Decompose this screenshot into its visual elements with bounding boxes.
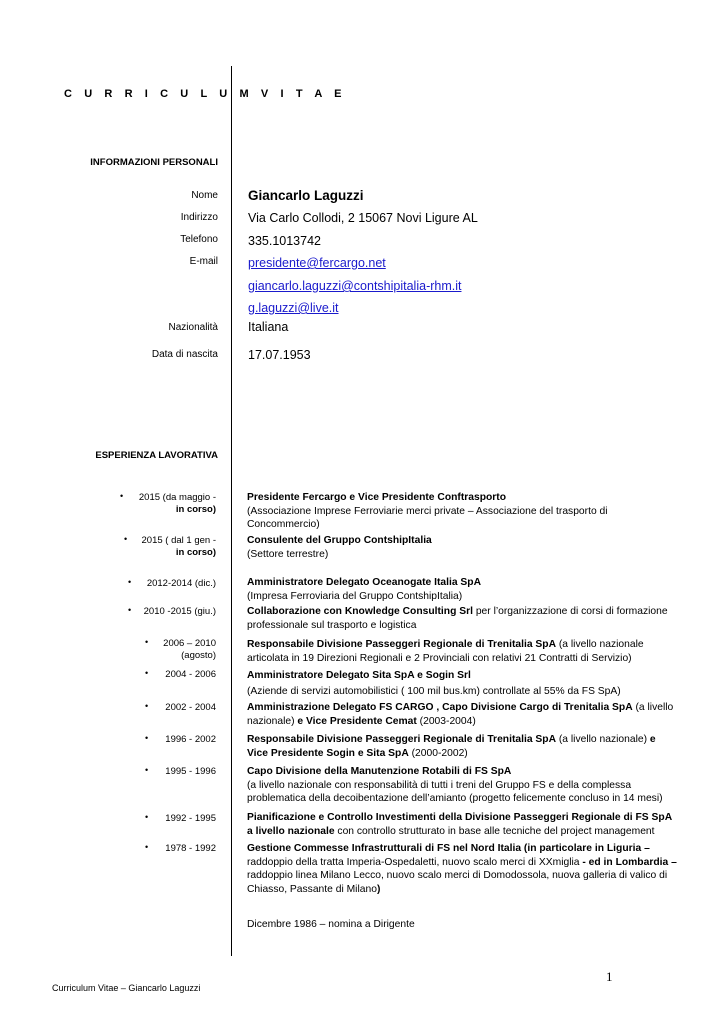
address-label: Indirizzo (180, 212, 218, 223)
bullet: • (145, 842, 149, 852)
experience-date: 2012-2014 (dic.) (146, 578, 216, 589)
experience-date: 1996 - 2002 (165, 734, 216, 745)
experience-entry: Amministrazione Delegato FS CARGO , Capo Divisione Cargo di Trenitalia SpA (a livello nazionale) e Vice Presidente Cemat (2003-2004) (247, 702, 674, 727)
name-label: Nome (191, 190, 218, 201)
bullet: • (128, 577, 132, 587)
nationality-label: Nazionalità (168, 322, 218, 333)
page-number: 1 (606, 969, 613, 984)
experience-entry: Responsabile Divisione Passeggeri Regionale di Trenitalia SpA (a livello nazionale articolata in 19 Direzioni Regionali e 2 Provinciali con relativi 21 Contratti di Servizio) (247, 639, 644, 664)
bullet: • (128, 605, 132, 615)
career-note: Dicembre 1986 – nomina a Dirigente (247, 919, 415, 930)
nationality-value: Italiana (248, 320, 289, 334)
address-value: Via Carlo Collodi, 2 15067 Novi Ligure AL (248, 211, 478, 225)
bullet: • (145, 668, 149, 678)
email-link[interactable]: giancarlo.laguzzi@contshipitalia-rhm.it (248, 279, 462, 293)
bullet: • (124, 534, 128, 544)
phone-value: 335.1013742 (248, 234, 321, 248)
experience-date: 2015 ( dal 1 gen - in corso) (141, 535, 216, 558)
birth-label: Data di nascita (151, 349, 218, 360)
column-divider (231, 66, 232, 956)
experience-entry: Pianificazione e Controllo Investimenti della Divisione Passeggeri Regionale di FS SpA a livello nazionale con controllo strutturato in base alle tecniche del project management (247, 812, 672, 837)
document-title: C U R R I C U L U M V I T A E (64, 88, 347, 100)
experience-entry: Collaborazione con Knowledge Consulting Srl per l’organizzazione di corsi di formazione professionale sul trasporto e logistica (247, 606, 668, 631)
bullet: • (120, 491, 124, 501)
email-label: E-mail (189, 256, 218, 267)
birth-value: 17.07.1953 (248, 348, 311, 362)
experience-entry: Amministratore Delegato Oceanogate Italia SpA (Impresa Ferroviaria del Gruppo ContshipItalia) (247, 577, 482, 602)
bullet: • (145, 765, 149, 775)
experience-entry: Presidente Fercargo e Vice Presidente Conftrasporto (Associazione Imprese Ferroviarie merci private – Associazione del trasporto di Concommercio) (247, 492, 608, 530)
experience-entry: Gestione Commesse Infrastrutturali di FS nel Nord Italia (in particolare in Liguria – raddoppio della tratta Imperia-Ospedaletti, nuovo scalo merci di XXmiglia - ed in Lombardia – raddoppio linea Milano Lecco, nuovo scalo merci di Domodossola, nuova galleria di valico di Chiasso, Passante di Milano) (247, 843, 677, 895)
experience-entry: Consulente del Gruppo ContshipItalia (Settore terrestre) (247, 535, 432, 560)
personal-info-heading: INFORMAZIONI PERSONALI (90, 157, 218, 168)
experience-date: 2004 - 2006 (165, 669, 216, 680)
experience-entry: Responsabile Divisione Passeggeri Regionale di Trenitalia SpA (a livello nazionale) e Vice Presidente Sogin e Sita SpA (2000-2002) (247, 734, 656, 759)
name-value: Giancarlo Laguzzi (248, 188, 364, 203)
experience-date: 2006 – 2010 (agosto) (163, 638, 216, 661)
experience-date: 2010 -2015 (giu.) (143, 606, 216, 617)
bullet: • (145, 701, 149, 711)
experience-entry: Amministratore Delegato Sita SpA e Sogin Srl (Aziende di servizi automobilistici ( 100 mil bus.km) controllate al 55% da FS SpA) (247, 670, 621, 697)
bullet: • (145, 812, 149, 822)
bullet: • (145, 733, 149, 743)
experience-date: 2015 (da maggio - in corso) (138, 492, 216, 515)
email-link[interactable]: presidente@fercargo.net (248, 256, 386, 270)
experience-date: 2002 - 2004 (165, 702, 216, 713)
bullet: • (145, 637, 149, 647)
experience-date: 1978 - 1992 (165, 843, 216, 854)
experience-date: 1995 - 1996 (165, 766, 216, 777)
experience-date: 1992 - 1995 (165, 813, 216, 824)
email-link[interactable]: g.laguzzi@live.it (248, 301, 339, 315)
phone-label: Telefono (180, 234, 218, 245)
experience-heading: ESPERIENZA LAVORATIVA (95, 450, 218, 461)
page-footer: Curriculum Vitae – Giancarlo Laguzzi (52, 983, 201, 993)
experience-entry: Capo Divisione della Manutenzione Rotabili di FS SpA (a livello nazionale con responsabilità di tutti i treni del Gruppo FS e della complessa problematica della decoibentazione dell’amianto (progetto felicemente concluso in 14 mesi) (247, 766, 663, 804)
